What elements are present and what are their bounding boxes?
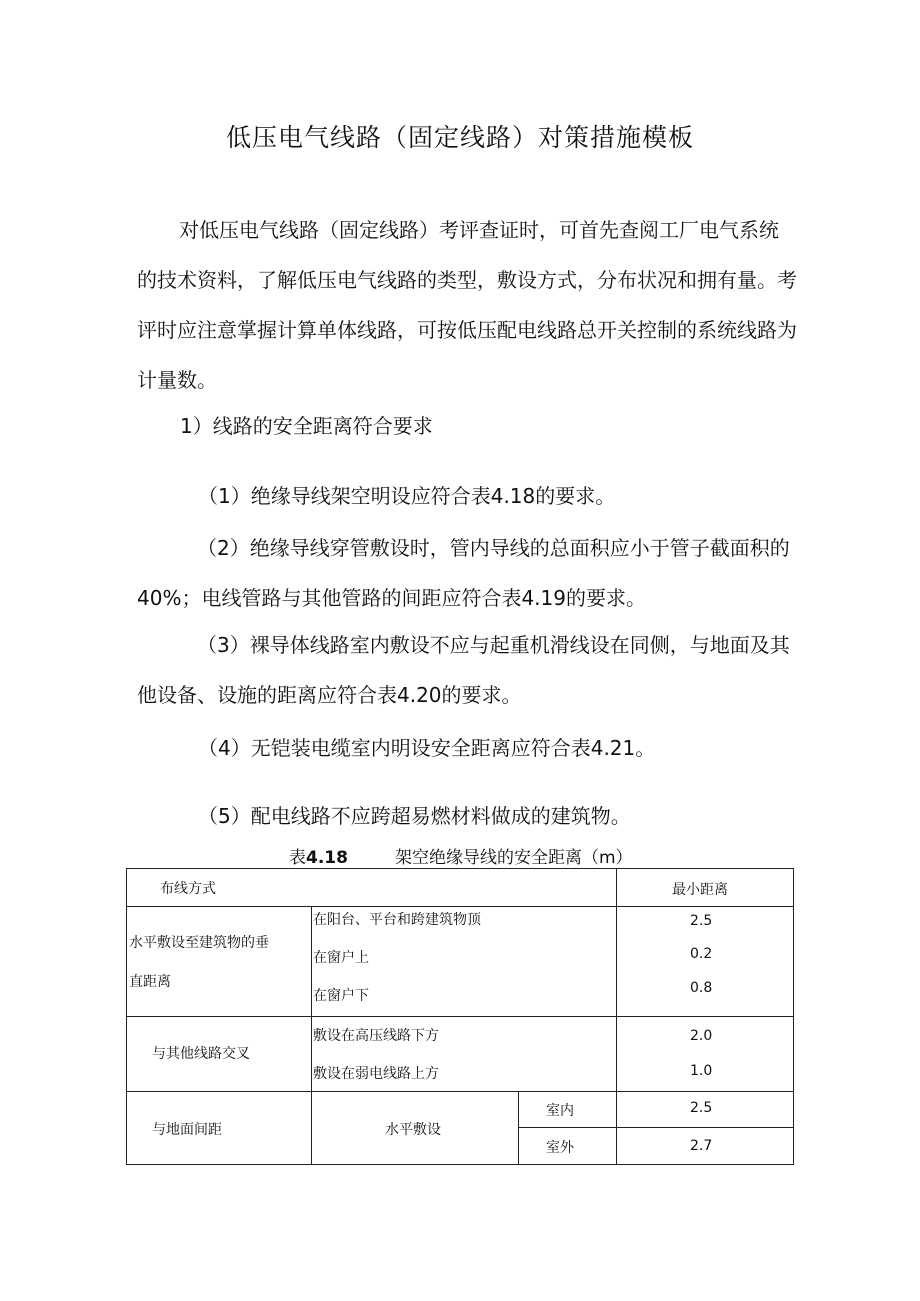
section-heading-1: 1）线路的安全距离符合要求 [180,414,433,438]
group3-method: 水平敷设 [385,1122,441,1138]
value-cell: 2.5 [690,1100,713,1116]
value-cell: 2.0 [690,1028,713,1044]
safety-distance-table [126,868,794,1165]
condition-cell: 在窗户上 [313,950,369,966]
condition-cell: 室内 [546,1103,574,1119]
requirement-item-1: （1）绝缘导线架空明设应符合表4.18的要求。 [198,484,616,508]
group2-label: 与其他线路交叉 [152,1046,250,1062]
group1-label-line2: 直距离 [129,974,171,990]
condition-cell: 敷设在弱电线路上方 [313,1066,439,1082]
value-cell: 2.7 [690,1138,713,1154]
requirement-item-2: （2）绝缘导线穿管敷设时，管内导线的总面积应小于管子截面积的40%；电线管路与其他管路的间距应符合表4.19的要求。 [137,536,790,610]
condition-cell: 敷设在高压线路下方 [313,1028,439,1044]
condition-cell: 室外 [546,1140,574,1156]
value-cell: 0.8 [690,980,713,996]
group3-label: 与地面间距 [152,1122,222,1138]
requirement-item-4: （4）无铠装电缆室内明设安全距离应符合表4.21。 [198,736,656,760]
requirement-item-5: （5）配电线路不应跨超易燃材料做成的建筑物。 [198,804,631,828]
value-cell: 0.2 [690,946,713,962]
header-distance: 最小距离 [672,882,728,898]
document-title: 低压电气线路（固定线路）对策措施模板 [225,123,694,152]
condition-cell: 在窗户下 [313,988,369,1004]
header-method: 布线方式 [160,881,216,897]
value-cell: 1.0 [690,1063,713,1079]
intro-paragraph: 对低压电气线路（固定线路）考评查证时，可首先查阅工厂电气系统的技术资料，了解低压电气线路的类型，敷设方式，分布状况和拥有量。考评时应注意掌握计算单体线路，可按低压配电线路总开关控制的系统线路为计量数。 [137,218,797,392]
group1-label-line1: 水平敷设至建筑物的垂 [129,935,269,951]
condition-cell: 在阳台、平台和跨建筑物顶 [313,912,481,928]
table-caption-number: 表4.18 [289,848,348,868]
value-cell: 2.5 [690,913,713,929]
table-caption-text: 架空绝缘导线的安全距离（m） [395,848,633,868]
requirement-item-3: （3）裸导体线路室内敷设不应与起重机滑线设在同侧，与地面及其他设备、设施的距离应符合表4.20的要求。 [137,633,790,707]
